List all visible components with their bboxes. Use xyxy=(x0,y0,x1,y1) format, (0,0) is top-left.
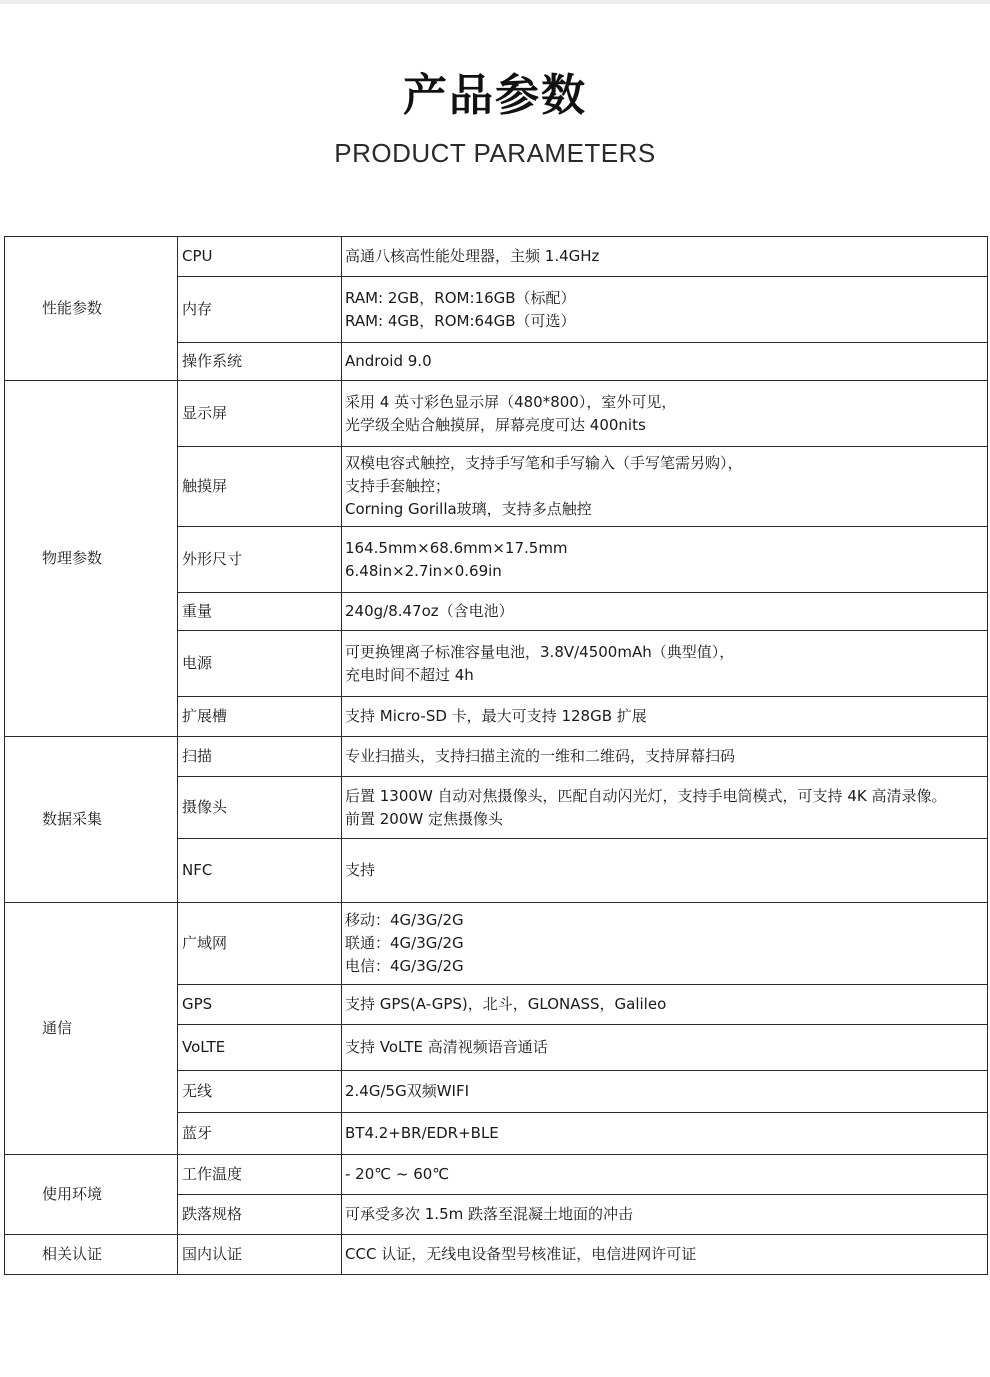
param-label: 触摸屏 xyxy=(178,447,342,527)
param-value xyxy=(342,631,988,697)
page-subtitle: PRODUCT PARAMETERS xyxy=(334,138,656,168)
category-cell: 通信 xyxy=(5,903,178,1155)
param-value xyxy=(342,237,988,277)
top-divider-strip xyxy=(0,0,990,4)
param-label: GPS xyxy=(178,985,342,1025)
table-row xyxy=(5,237,988,277)
param-value xyxy=(342,903,988,985)
param-value-line: CCC 认证，无线电设备型号核准证，电信进网许可证 xyxy=(345,1245,697,1263)
param-label: 国内认证 xyxy=(178,1235,342,1275)
category-cell: 性能参数 xyxy=(5,237,178,381)
param-label: 无线 xyxy=(178,1071,342,1113)
param-label: 蓝牙 xyxy=(178,1113,342,1155)
param-value xyxy=(342,737,988,777)
param-label: 工作温度 xyxy=(178,1155,342,1195)
param-value xyxy=(342,447,988,527)
param-value-line: 可更换锂离子标准容量电池，3.8V/4500mAh（典型值）， xyxy=(345,642,735,661)
page-title: 产品参数 xyxy=(403,70,587,121)
param-value-line: RAM: 4GB，ROM:64GB（可选） xyxy=(345,311,576,330)
param-label: 电源 xyxy=(178,631,342,697)
param-value xyxy=(342,277,988,343)
param-value-line: 240g/8.47oz（含电池） xyxy=(345,602,514,620)
param-value-line: 支持 VoLTE 高清视频语音通话 xyxy=(345,1038,548,1056)
param-value-line: 专业扫描头，支持扫描主流的一维和二维码，支持屏幕扫码 xyxy=(345,747,736,765)
param-value xyxy=(342,839,988,903)
table-row xyxy=(5,903,988,985)
param-value-line: 前置 200W 定焦摄像头 xyxy=(345,809,503,828)
param-value xyxy=(342,381,988,447)
param-label: 广域网 xyxy=(178,903,342,985)
param-label: VoLTE xyxy=(178,1025,342,1071)
table-row xyxy=(5,737,988,777)
param-label: 扫描 xyxy=(178,737,342,777)
param-value-line: BT4.2+BR/EDR+BLE xyxy=(345,1124,499,1142)
param-value-line: 双模电容式触控，支持手写笔和手写输入（手写笔需另购）， xyxy=(345,454,743,472)
param-value-line: 电信：4G/3G/2G xyxy=(345,957,464,975)
spec-table xyxy=(4,236,988,1275)
param-label: NFC xyxy=(178,839,342,903)
param-label: 摄像头 xyxy=(178,777,342,839)
param-value-line: 充电时间不超过 4h xyxy=(345,665,474,684)
param-value-line: 支持 Micro-SD 卡，最大可支持 128GB 扩展 xyxy=(345,707,647,725)
spec-table-body xyxy=(5,237,988,1275)
category-cell: 物理参数 xyxy=(5,381,178,737)
param-value-line: 高通八核高性能处理器，主频 1.4GHz xyxy=(345,247,600,265)
param-value-line: 6.48in×2.7in×0.69in xyxy=(345,561,502,580)
param-value-line: 联通：4G/3G/2G xyxy=(345,934,464,952)
param-value xyxy=(342,985,988,1025)
param-label: 扩展槽 xyxy=(178,697,342,737)
table-row xyxy=(5,1155,988,1195)
param-label: 操作系统 xyxy=(178,343,342,381)
table-row xyxy=(5,381,988,447)
param-value-line: 支持手套触控； xyxy=(345,477,451,495)
param-value xyxy=(342,1071,988,1113)
param-value xyxy=(342,777,988,839)
param-label: 显示屏 xyxy=(178,381,342,447)
param-value-line: 支持 GPS(A-GPS)，北斗，GLONASS，Galileo xyxy=(345,995,667,1013)
param-value xyxy=(342,1113,988,1155)
param-value-line: 支持 xyxy=(345,861,376,879)
param-label: CPU xyxy=(178,237,342,277)
param-value xyxy=(342,1025,988,1071)
param-value-line: RAM: 2GB，ROM:16GB（标配） xyxy=(345,288,576,307)
param-value-line: - 20℃ ~ 60℃ xyxy=(345,1165,450,1183)
param-label: 内存 xyxy=(178,277,342,343)
table-row xyxy=(5,1235,988,1275)
category-cell: 数据采集 xyxy=(5,737,178,903)
category-cell: 使用环境 xyxy=(5,1155,178,1235)
param-value-line: 移动：4G/3G/2G xyxy=(345,911,464,929)
param-value-line: 采用 4 英寸彩色显示屏（480*800），室外可见， xyxy=(345,392,677,411)
param-label: 外形尺寸 xyxy=(178,527,342,593)
param-value-line: 光学级全贴合触摸屏，屏幕亮度可达 400nits xyxy=(345,415,646,434)
param-value xyxy=(342,1155,988,1195)
param-value xyxy=(342,697,988,737)
param-value-line: 后置 1300W 自动对焦摄像头，匹配自动闪光灯，支持手电筒模式，可支持 4K 高清录像。 xyxy=(345,786,947,805)
param-label: 跌落规格 xyxy=(178,1195,342,1235)
param-value-line: 164.5mm×68.6mm×17.5mm xyxy=(345,538,568,557)
param-value-line: Corning Gorilla玻璃，支持多点触控 xyxy=(345,500,592,518)
category-cell: 相关认证 xyxy=(5,1235,178,1275)
param-value xyxy=(342,1195,988,1235)
param-value xyxy=(342,593,988,631)
param-label: 重量 xyxy=(178,593,342,631)
param-value-line: 2.4G/5G双频WIFI xyxy=(345,1082,470,1100)
param-value xyxy=(342,1235,988,1275)
param-value xyxy=(342,527,988,593)
param-value-line: Android 9.0 xyxy=(345,352,432,370)
param-value-line: 可承受多次 1.5m 跌落至混凝土地面的冲击 xyxy=(345,1205,634,1223)
param-value xyxy=(342,343,988,381)
